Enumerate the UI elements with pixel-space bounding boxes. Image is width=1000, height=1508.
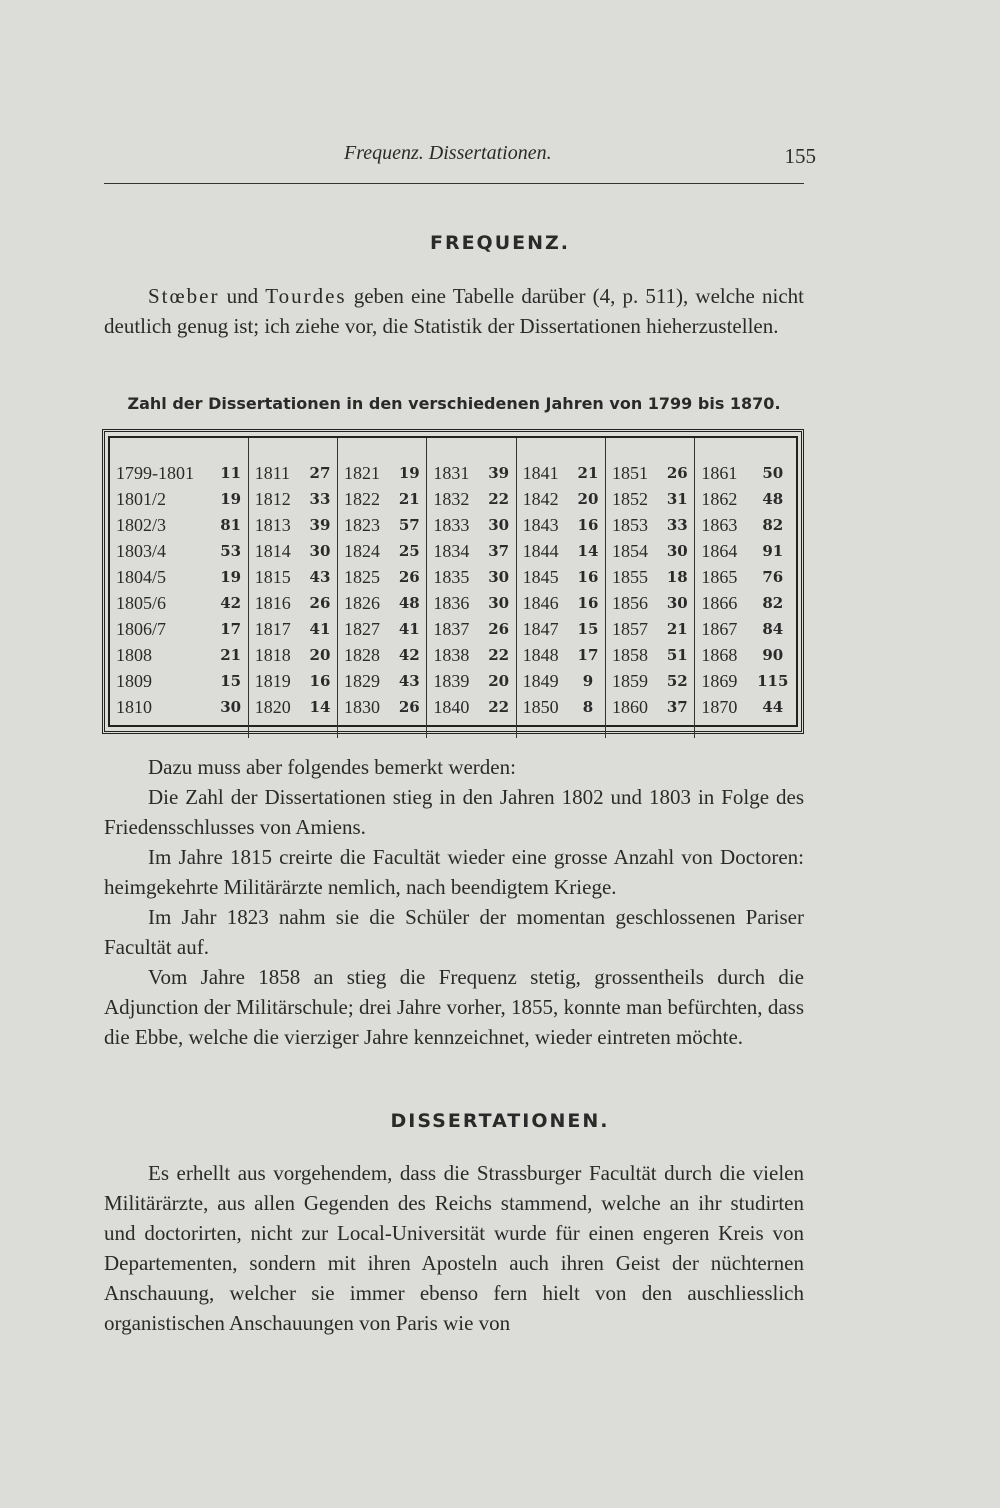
count-cell: 48 xyxy=(392,590,427,616)
year-cell: 1804/5 xyxy=(116,566,167,587)
year-cell: 1820 xyxy=(248,694,303,738)
count-cell: 44 xyxy=(762,698,784,716)
author-name: Stœber xyxy=(148,284,220,308)
year-cell: 1810 xyxy=(116,696,152,717)
count-cell: 16 xyxy=(571,512,606,538)
table-row xyxy=(110,486,796,512)
count-cell: 50 xyxy=(762,464,784,482)
count-cell: 26 xyxy=(303,590,338,616)
count-cell: 20 xyxy=(482,668,517,694)
year-cell: 1867 xyxy=(695,616,750,642)
count-cell: 42 xyxy=(214,590,249,616)
year-cell: 1812 xyxy=(248,486,303,512)
count-cell: 30 xyxy=(660,590,695,616)
year-cell: 1833 xyxy=(427,512,482,538)
year-cell: 1863 xyxy=(695,512,750,538)
count-cell: 25 xyxy=(392,538,427,564)
count-cell: 22 xyxy=(482,642,517,668)
year-cell: 1814 xyxy=(248,538,303,564)
count-cell: 16 xyxy=(303,668,338,694)
count-cell: 42 xyxy=(392,642,427,668)
remark-paragraph: Im Jahr 1823 nahm sie die Schüler der momentan geschlossenen Pariser Facultät auf. xyxy=(104,905,804,959)
count-cell: 9 xyxy=(571,668,606,694)
count-cell: 30 xyxy=(482,512,517,538)
count-cell: 30 xyxy=(482,564,517,590)
year-cell: 1845 xyxy=(516,564,571,590)
count-cell: 14 xyxy=(571,538,606,564)
intro-text: geben eine Tabelle darüber (4, p. 511), welche nicht deutlich genug ist; ich ziehe vor, die Statistik der Dissertationen hieherzustellen. xyxy=(104,284,804,338)
year-cell: 1809 xyxy=(116,670,152,691)
dissertationen-text: Es erhellt aus vorgehendem, dass die Strassburger Facultät durch die vielen Militärärzte, aus allen Gegenden des Reichs stammend, welche an ihr studirten und doctorirten, nicht zur Local-Universität wurde für einen engeren Kreis von Departementen, sondern mit ihren Aposteln auch ihren Geist der nüchternen Anschauung, welcher sie immer ebenso fern hielt von den auschliesslich organistischen Anschauungen von Paris wie von xyxy=(104,1161,804,1335)
year-cell: 1840 xyxy=(427,694,482,738)
count-cell: 52 xyxy=(660,668,695,694)
count-cell: 21 xyxy=(660,616,695,642)
table-row xyxy=(110,512,796,538)
dissertationen-paragraph xyxy=(104,1158,804,1338)
year-cell: 1861 xyxy=(695,438,750,486)
table-row xyxy=(110,438,796,486)
running-head xyxy=(104,142,816,170)
count-cell: 48 xyxy=(762,490,784,508)
year-cell: 1829 xyxy=(338,668,393,694)
remark-paragraph: Im Jahre 1815 creirte die Facultät wieder eine grosse Anzahl von Doctoren: heimgekehrte Militärärzte nemlich, nach beendigtem Kriege. xyxy=(104,845,804,899)
table-caption: Zahl der Dissertationen in den verschiedenen Jahren von 1799 bis 1870. xyxy=(127,394,781,413)
count-cell: 82 xyxy=(762,516,784,534)
count-cell: 39 xyxy=(482,438,517,486)
year-cell: 1830 xyxy=(338,694,393,738)
count-cell: 39 xyxy=(303,512,338,538)
count-cell: 115 xyxy=(757,672,789,690)
year-cell: 1824 xyxy=(338,538,393,564)
year-cell: 1862 xyxy=(695,486,750,512)
count-cell: 20 xyxy=(571,486,606,512)
count-cell: 26 xyxy=(392,694,427,738)
year-cell: 1860 xyxy=(606,694,661,738)
table-inner-border xyxy=(108,436,798,727)
count-cell: 91 xyxy=(762,542,784,560)
year-cell: 1808 xyxy=(116,644,152,665)
count-cell: 22 xyxy=(482,486,517,512)
table-row xyxy=(110,668,796,694)
year-cell: 1817 xyxy=(248,616,303,642)
year-cell: 1819 xyxy=(248,668,303,694)
year-cell: 1849 xyxy=(516,668,571,694)
year-cell: 1803/4 xyxy=(116,540,167,561)
year-cell: 1848 xyxy=(516,642,571,668)
count-cell: 81 xyxy=(214,512,249,538)
connector-word: und xyxy=(226,284,259,308)
year-cell: 1870 xyxy=(695,694,750,738)
count-cell: 14 xyxy=(303,694,338,738)
year-cell: 1825 xyxy=(338,564,393,590)
year-cell: 1844 xyxy=(516,538,571,564)
count-cell: 30 xyxy=(303,538,338,564)
year-cell: 1821 xyxy=(338,438,393,486)
year-cell: 1828 xyxy=(338,642,393,668)
year-cell: 1816 xyxy=(248,590,303,616)
year-cell: 1857 xyxy=(606,616,661,642)
year-cell: 1813 xyxy=(248,512,303,538)
year-cell: 1864 xyxy=(695,538,750,564)
count-cell: 8 xyxy=(571,694,606,738)
table-row xyxy=(110,564,796,590)
year-cell: 1799-1801 xyxy=(116,462,194,483)
count-cell: 15 xyxy=(571,616,606,642)
count-cell: 21 xyxy=(571,438,606,486)
year-cell: 1847 xyxy=(516,616,571,642)
year-cell: 1856 xyxy=(606,590,661,616)
year-cell: 1832 xyxy=(427,486,482,512)
stats-grid xyxy=(110,438,796,738)
count-cell: 26 xyxy=(482,616,517,642)
year-cell: 1826 xyxy=(338,590,393,616)
year-cell: 1806/7 xyxy=(116,618,167,639)
count-cell: 43 xyxy=(392,668,427,694)
year-cell: 1811 xyxy=(248,438,303,486)
remark-paragraph: Vom Jahre 1858 an stieg die Frequenz stetig, grossentheils durch die Adjunction der Militärschule; drei Jahre vorher, 1855, konnte man befürchten, dass die Ebbe, welche die vierziger Jahre kennzeichnet, wieder eintreten möchte. xyxy=(104,965,804,1049)
count-cell: 20 xyxy=(303,642,338,668)
remark-paragraph: Die Zahl der Dissertationen stieg in den Jahren 1802 und 1803 in Folge des Friedensschlusses von Amiens. xyxy=(104,785,804,839)
table-row xyxy=(110,694,796,738)
count-cell: 30 xyxy=(214,694,249,738)
count-cell: 21 xyxy=(392,486,427,512)
year-cell: 1846 xyxy=(516,590,571,616)
year-cell: 1865 xyxy=(695,564,750,590)
year-cell: 1818 xyxy=(248,642,303,668)
remark-paragraph: Dazu muss aber folgendes bemerkt werden: xyxy=(148,755,516,779)
count-cell: 41 xyxy=(303,616,338,642)
year-cell: 1866 xyxy=(695,590,750,616)
year-cell: 1823 xyxy=(338,512,393,538)
year-cell: 1841 xyxy=(516,438,571,486)
count-cell: 33 xyxy=(303,486,338,512)
year-cell: 1854 xyxy=(606,538,661,564)
count-cell: 19 xyxy=(214,486,249,512)
count-cell: 41 xyxy=(392,616,427,642)
year-cell: 1822 xyxy=(338,486,393,512)
year-cell: 1805/6 xyxy=(116,592,167,613)
year-cell: 1850 xyxy=(516,694,571,738)
count-cell: 22 xyxy=(482,694,517,738)
running-title: Frequenz. Dissertationen. xyxy=(344,142,552,164)
year-cell: 1835 xyxy=(427,564,482,590)
year-cell: 1839 xyxy=(427,668,482,694)
count-cell: 15 xyxy=(214,668,249,694)
author-name: Tourdes xyxy=(265,284,347,308)
count-cell: 76 xyxy=(762,568,784,586)
intro-paragraph xyxy=(104,281,804,341)
year-cell: 1868 xyxy=(695,642,750,668)
table-row xyxy=(110,642,796,668)
page-number: 155 xyxy=(784,144,816,168)
count-cell: 21 xyxy=(214,642,249,668)
year-cell: 1827 xyxy=(338,616,393,642)
year-cell: 1843 xyxy=(516,512,571,538)
count-cell: 43 xyxy=(303,564,338,590)
count-cell: 31 xyxy=(660,486,695,512)
year-cell: 1858 xyxy=(606,642,661,668)
header-rule xyxy=(104,183,804,184)
count-cell: 53 xyxy=(214,538,249,564)
year-cell: 1859 xyxy=(606,668,661,694)
count-cell: 26 xyxy=(392,564,427,590)
count-cell: 26 xyxy=(660,438,695,486)
year-cell: 1869 xyxy=(695,668,750,694)
year-cell: 1838 xyxy=(427,642,482,668)
year-cell: 1855 xyxy=(606,564,661,590)
year-cell: 1834 xyxy=(427,538,482,564)
year-cell: 1802/3 xyxy=(116,514,167,535)
count-cell: 19 xyxy=(214,564,249,590)
section-title-frequenz: FREQUENZ. xyxy=(429,232,571,254)
year-cell: 1831 xyxy=(427,438,482,486)
count-cell: 84 xyxy=(762,620,784,638)
table-row xyxy=(110,538,796,564)
count-cell: 82 xyxy=(762,594,784,612)
count-cell: 90 xyxy=(762,646,784,664)
table-row xyxy=(110,616,796,642)
remarks-block xyxy=(104,752,804,1052)
year-cell: 1842 xyxy=(516,486,571,512)
count-cell: 30 xyxy=(482,590,517,616)
count-cell: 57 xyxy=(392,512,427,538)
count-cell: 18 xyxy=(660,564,695,590)
count-cell: 30 xyxy=(660,538,695,564)
year-cell: 1837 xyxy=(427,616,482,642)
year-cell: 1851 xyxy=(606,438,661,486)
year-cell: 1815 xyxy=(248,564,303,590)
count-cell: 19 xyxy=(392,438,427,486)
count-cell: 51 xyxy=(660,642,695,668)
count-cell: 17 xyxy=(571,642,606,668)
count-cell: 16 xyxy=(571,564,606,590)
table-row xyxy=(110,590,796,616)
count-cell: 16 xyxy=(571,590,606,616)
count-cell: 37 xyxy=(660,694,695,738)
section-title-dissertationen: DISSERTATIONEN. xyxy=(390,1110,610,1132)
count-cell: 11 xyxy=(214,438,249,486)
count-cell: 27 xyxy=(303,438,338,486)
year-cell: 1853 xyxy=(606,512,661,538)
year-cell: 1852 xyxy=(606,486,661,512)
count-cell: 17 xyxy=(214,616,249,642)
count-cell: 33 xyxy=(660,512,695,538)
year-cell: 1801/2 xyxy=(116,488,167,509)
count-cell: 37 xyxy=(482,538,517,564)
year-cell: 1836 xyxy=(427,590,482,616)
dissertation-table xyxy=(102,429,804,734)
